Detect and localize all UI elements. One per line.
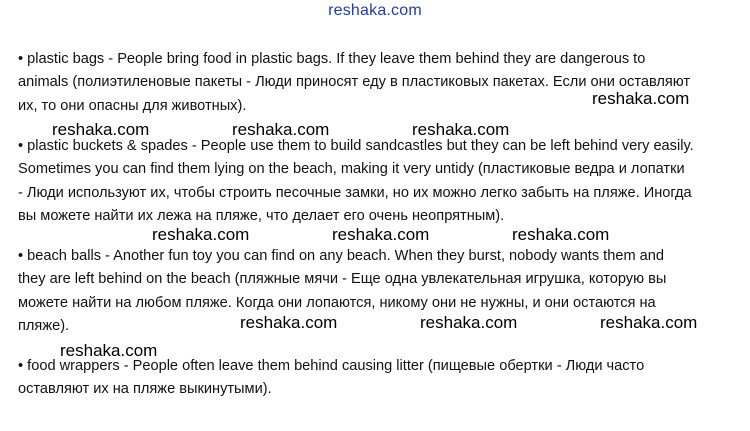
text-line: • beach balls - Another fun toy you can find on any beach. When they burst, nobody wants them and — [18, 248, 665, 264]
text-line: • food wrappers - People often leave them behind causing litter (пищевые обертки - Люди часто — [18, 358, 645, 374]
watermark: reshaka.com — [592, 89, 690, 108]
watermark: reshaka.com — [332, 225, 430, 244]
text-line: - Люди используют их, чтобы строить песочные замки, но их можно легко забыть на пляже. Иногда — [18, 184, 692, 201]
watermark: reshaka.com — [600, 313, 698, 332]
watermark: reshaka.com — [512, 225, 610, 244]
header-watermark: reshaka.com — [328, 2, 422, 19]
text-line: их, то они опасны для животных). — [18, 97, 247, 114]
watermark: reshaka.com — [152, 225, 250, 244]
watermark: reshaka.com — [52, 120, 150, 139]
list-item-food-wrappers — [18, 355, 736, 402]
text-line: • plastic bags - People bring food in plastic bags. If they leave them behind they are dangerous to — [18, 51, 646, 67]
text-line: they are left behind on the beach (пляжные мячи - Еще одна увлекательная игрушка, которую вы — [18, 271, 667, 288]
text-line: пляже). — [18, 317, 70, 334]
watermark: reshaka.com — [60, 341, 158, 360]
text-line: вы можете найти их лежа на пляже, что делает его очень неопрятным). — [18, 207, 505, 224]
list-item-plastic-buckets — [18, 135, 736, 228]
watermark: reshaka.com — [232, 120, 330, 139]
text-line: • plastic buckets & spades - People use them to build sandcastles but they can be left behind very easily. — [18, 138, 694, 154]
text-line: оставляют их на пляже выкинутыми). — [18, 381, 272, 398]
text-line: Sometimes you can find them lying on the beach, making it very untidy (пластиковые ведра и лопатки — [18, 161, 685, 178]
watermark: reshaka.com — [412, 120, 510, 139]
watermark: reshaka.com — [420, 313, 518, 332]
text-line: animals (полиэтиленовые пакеты - Люди приносят еду в пластиковых пакетах. Если они оставляют — [18, 74, 691, 91]
watermark: reshaka.com — [240, 313, 338, 332]
text-line: можете найти на любом пляже. Когда они лопаются, никому они не нужны, и они остаются на — [18, 294, 656, 311]
